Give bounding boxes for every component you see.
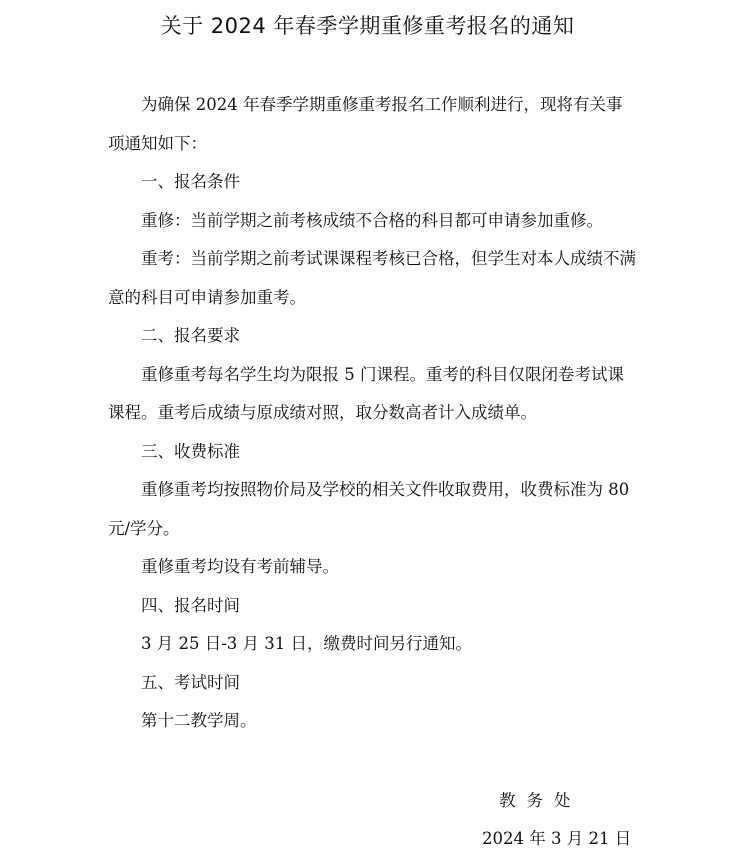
tutoring-paragraph: 重修重考均设有考前辅导。: [141, 557, 339, 576]
exam-time-paragraph: 第十二教学周。: [141, 711, 257, 730]
registration-time-paragraph: 3 月 25 日-3 月 31 日，缴费时间另行通知。: [141, 634, 473, 653]
intro-paragraph: 为确保 2024 年春季学期重修重考报名工作顺利进行，现将有关事项通知如下：: [108, 95, 623, 153]
section-heading-registration-time: 四、报名时间: [141, 595, 240, 615]
document-body: [108, 86, 638, 741]
retake-course-paragraph: 重修：当前学期之前考核成绩不合格的科目都可申请参加重修。: [141, 210, 603, 230]
signature-date: 2024 年 3 月 21 日: [482, 829, 632, 848]
fees-paragraph: 重修重考均按照物价局及学校的相关文件收取费用，收费标准为 80 元/学分。: [108, 480, 630, 538]
signature-department: 教务处: [499, 791, 582, 810]
requirements-paragraph: 重修重考每名学生均为限报 5 门课程。重考的科目仅限闭卷考试课课程。重考后成绩与原成绩对照，取分数高者计入成绩单。: [108, 364, 624, 422]
retake-exam-paragraph: 重考：当前学期之前考试课课程考核已合格，但学生对本人成绩不满意的科目可申请参加重考。: [108, 249, 636, 307]
section-heading-fees: 三、收费标准: [141, 441, 240, 461]
document-title: 关于 2024 年春季学期重修重考报名的通知: [160, 14, 575, 38]
section-heading-conditions: 一、报名条件: [141, 172, 240, 191]
section-heading-requirements: 二、报名要求: [141, 326, 240, 345]
section-heading-exam-time: 五、考试时间: [141, 672, 240, 692]
